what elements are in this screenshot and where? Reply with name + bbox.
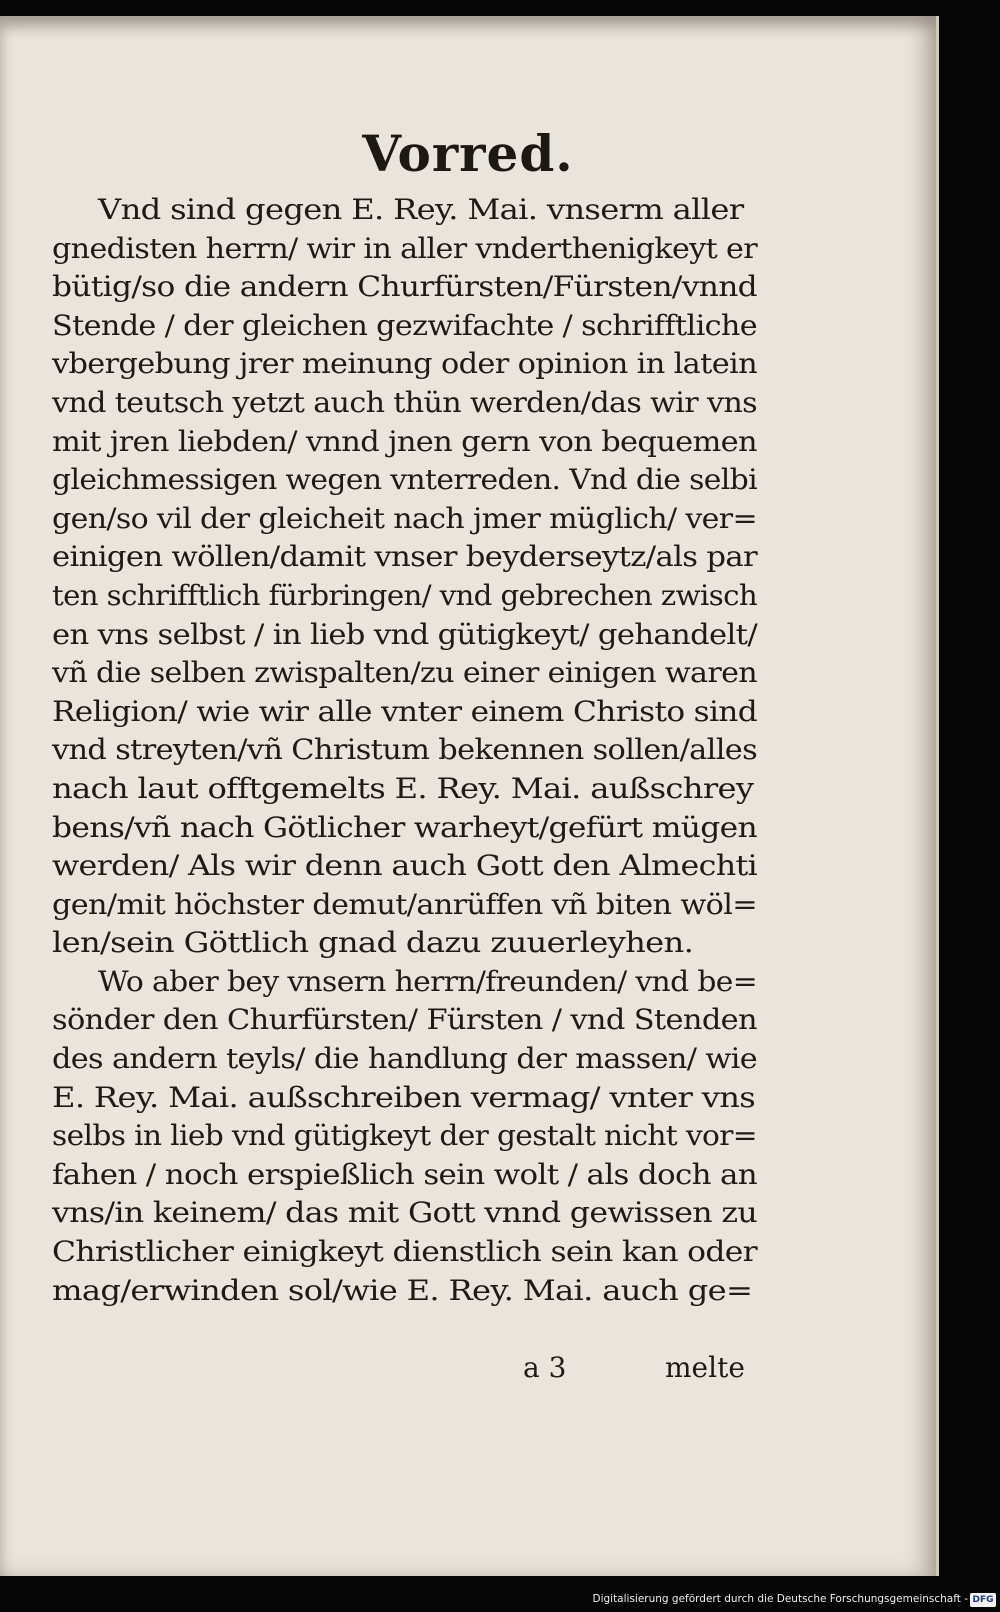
text-line: len/sein Göttlich gnad dazu zuuerleyhen. [52,926,694,960]
text-line: vñ die selben zwispalten/zu einer einigen waren [52,656,758,690]
text-line: sönder den Churfürsten/ Fürsten / vnd Stenden [52,1003,758,1037]
text-line: Vnd sind gegen E. Rey. Mai. vnserm aller [98,193,744,226]
text-line: Christlicher einigkeyt dienstlich sein kan oder [52,1235,757,1269]
text-line: gen/so vil der gleicheit nach jmer müglich/ ver= [52,501,757,535]
text-line: mag/erwinden sol/wie E. Rey. Mai. auch ge= [52,1273,753,1307]
dfg-logo-icon: DFG [970,1593,996,1607]
text-line: nach laut offtgemelts E. Rey. Mai. außschrey [52,771,754,805]
signature-mark: a 3 [523,1351,567,1384]
text-line: gnedisten herrn/ wir in aller vnderthenigkeyt er [52,231,758,265]
funding-credit: Digitalisierung gefördert durch die Deutsche Forschungsgemeinschaft - [592,1593,968,1605]
text-line: werden/ Als wir denn auch Gott den Almechti [52,849,758,883]
text-line: Wo aber bey vnsern herrn/freunden/ vnd be= [98,964,758,998]
text-line: fahen / noch erspießlich sein wolt / als doch an [52,1157,758,1191]
text-line: vns/in keinem/ das mit Gott vnnd gewissen zu [52,1196,758,1230]
book-page [0,16,939,1576]
body-text [52,191,757,1310]
page-heading: Vorred. [362,124,574,183]
page-footer [0,1351,936,1391]
text-line: mit jren liebden/ vnnd jnen gern von bequemen [52,424,757,458]
text-line: Stende / der gleichen gezwifachte / schrifftliche [52,308,758,342]
catchword: melte [665,1351,745,1384]
text-line: einigen wöllen/damit vnser beyderseytz/als par [52,540,758,574]
text-line: des andern teyls/ die handlung der massen/ wie [52,1042,757,1076]
text-line: bens/vñ nach Götlicher warheyt/gefürt mügen [52,810,757,844]
text-line: en vns selbst / in lieb vnd gütigkeyt/ gehandelt/ [52,617,757,651]
text-line: E. Rey. Mai. außschreiben vermag/ vnter vns [52,1080,756,1114]
text-line: gen/mit höchster demut/anrüffen vñ biten wöl= [52,887,758,921]
text-line: vnd streyten/vñ Christum bekennen sollen/alles [52,733,758,767]
text-line: ten schrifftlich fürbringen/ vnd gebrechen zwisch [52,578,758,612]
text-line: selbs in lieb vnd gütigkeyt der gestalt nicht vor= [52,1119,757,1153]
text-line: bütig/so die andern Churfürsten/Fürsten/vnnd [52,270,757,304]
text-line: vbergebung jrer meinung oder opinion in latein [52,347,757,381]
text-line: gleichmessigen wegen vnterreden. Vnd die selbi [52,463,757,497]
text-line: vnd teutsch yetzt auch thün werden/das wir vns [52,385,757,419]
text-line: Religion/ wie wir alle vnter einem Christo sind [52,694,758,728]
credit-bar [0,1590,1000,1612]
